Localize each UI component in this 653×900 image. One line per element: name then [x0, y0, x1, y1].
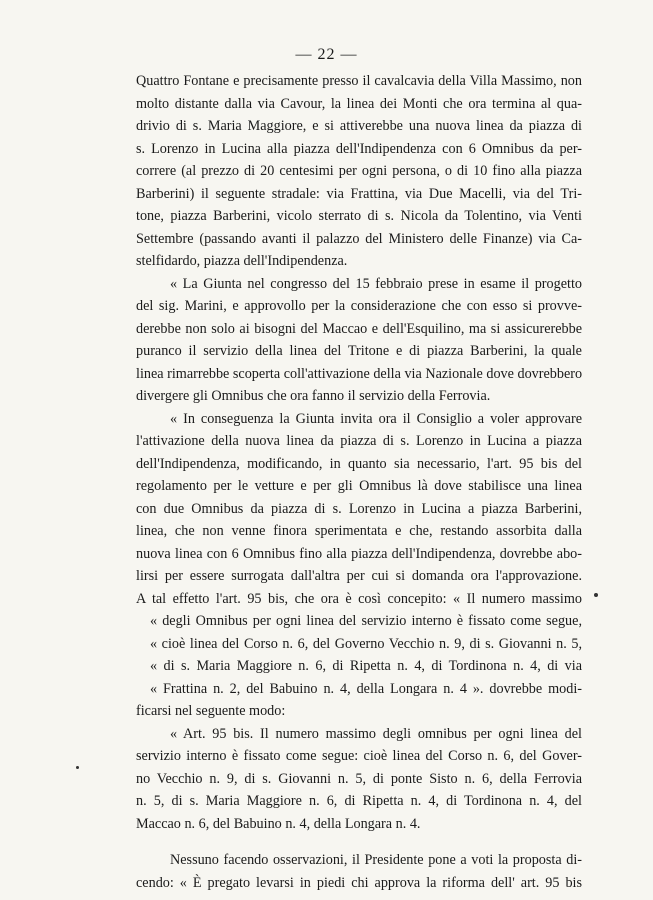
paragraph-5-line: Nessuno facendo osservazioni, il Presidente pone a voti la proposta di-	[170, 852, 582, 868]
paragraph-3-line: « di s. Maria Maggiore n. 6, di Ripetta n. 4, di Tordinona n. 4, di via	[150, 658, 582, 674]
paragraph-3-line: A tal effetto l'art. 95 bis, che ora è così concepito: « Il numero massimo	[136, 590, 582, 607]
article-text-line: no Vecchio n. 9, di s. Giovanni n. 5, di ponte Sisto n. 6, della Ferrovia	[136, 770, 582, 787]
paragraph-1-line: correre (al prezzo di 20 centesimi per ogni persona, o di 10 fino alla piazza	[136, 163, 582, 179]
paragraph-gap	[136, 835, 582, 849]
paragraph-2-line: divergere gli Omnibus che ora fanno il servizio della Ferrovia.	[136, 388, 491, 404]
paragraph-3-line: « cioè linea del Corso n. 6, del Governo Vecchio n. 9, di s. Giovanni n. 5,	[150, 635, 582, 652]
paragraph-3-line: lirsi per essere surrogata dall'altra per cui si domanda ora l'approvazione.	[136, 568, 582, 584]
page-number: — 22 —	[295, 46, 358, 63]
paragraph-3-line: linea, che non venne finora sperimentata e che, restando assorbita dalla	[136, 523, 582, 539]
paragraph-3-line: « In conseguenza la Giunta invita ora il Consiglio a voler approvare	[170, 410, 582, 427]
paragraph-1-line: s. Lorenzo in Lucina alla piazza dell'Indipendenza con 6 Omnibus da per-	[136, 140, 582, 157]
article-text-line: servizio interno è fissato come segue: cioè linea del Corso n. 6, del Gover-	[136, 748, 582, 764]
body-text	[136, 70, 582, 894]
paragraph-1-line: Barberini) il seguente stradale: via Frattina, via Due Macelli, via del Tri-	[136, 185, 582, 202]
article-text-line: « Art. 95 bis. Il numero massimo degli omnibus per ogni linea del	[170, 725, 582, 742]
paragraph-1-line: Quattro Fontane e precisamente presso il cavalcavia della Villa Massimo, non	[136, 73, 582, 89]
paragraph-3-line: ficarsi nel seguente modo:	[136, 703, 286, 719]
paragraph-5-line: cendo: « È pregato levarsi in piedi chi approva la riforma dell' art. 95 bis	[136, 874, 582, 891]
paragraph-1-line: drivio di s. Maria Maggiore, e si attiverebbe una nuova linea da piazza di	[136, 118, 582, 134]
paragraph-1-line: stelfidardo, piazza dell'Indipendenza.	[136, 253, 348, 269]
paragraph-3-line: dell'Indipendenza, modificando, in quanto sia necessario, l'art. 95 bis del	[136, 455, 582, 472]
article-text-line: n. 5, di s. Maria Maggiore n. 6, di Ripetta n. 4, di Tordinona n. 4, del	[136, 793, 582, 809]
paragraph-3-line: regolamento per le vetture e per gli Omnibus là dove stabilisce una linea	[136, 478, 582, 494]
paragraph-2-line: puranco il servizio della linea del Tritone e di piazza Barberini, la quale	[136, 343, 582, 359]
paragraph-2-line: del sig. Marini, e approvollo per la considerazione che con esso si provve-	[136, 298, 582, 314]
paragraph-3-line: nuova linea con 6 Omnibus fino alla piazza dell'Indipendenza, dovrebbe abo-	[136, 545, 582, 562]
paragraph-2-line: linea rimarrebbe scoperta coll'attivazione della via Nazionale dove dovrebbero	[136, 365, 583, 382]
paragraph-2-line: « La Giunta nel congresso del 15 febbraio prese in esame il progetto	[170, 275, 582, 292]
margin-dot	[594, 593, 598, 597]
paragraph-3-line: « Frattina n. 2, del Babuino n. 4, della Longara n. 4 ». dovrebbe modi-	[150, 680, 582, 697]
paragraph-3-line: con due Omnibus da piazza di s. Lorenzo in Lucina a piazza Barberini,	[136, 500, 582, 517]
paragraph-1-line: tone, piazza Barberini, vicolo sterrato di s. Nicola da Tolentino, via Venti	[136, 208, 582, 224]
paragraph-1-line: Settembre (passando avanti il palazzo del Ministero delle Finanze) via Ca-	[136, 230, 582, 247]
paragraph-2-line: derebbe non solo ai bisogni del Maccao e dell'Esquilino, ma si assicurerebbe	[136, 320, 582, 337]
paragraph-1-line: molto distante dalla via Cavour, la linea dei Monti che ora termina al qua-	[136, 95, 582, 112]
paragraph-3-line: l'attivazione della nuova linea da piazza di s. Lorenzo in Lucina a piazza	[136, 433, 582, 449]
paragraph-3-line: « degli Omnibus per ogni linea del servizio interno è fissato come segue,	[150, 613, 582, 629]
margin-dot	[76, 766, 79, 769]
article-text-line: Maccao n. 6, del Babuino n. 4, della Longara n. 4.	[136, 815, 421, 832]
